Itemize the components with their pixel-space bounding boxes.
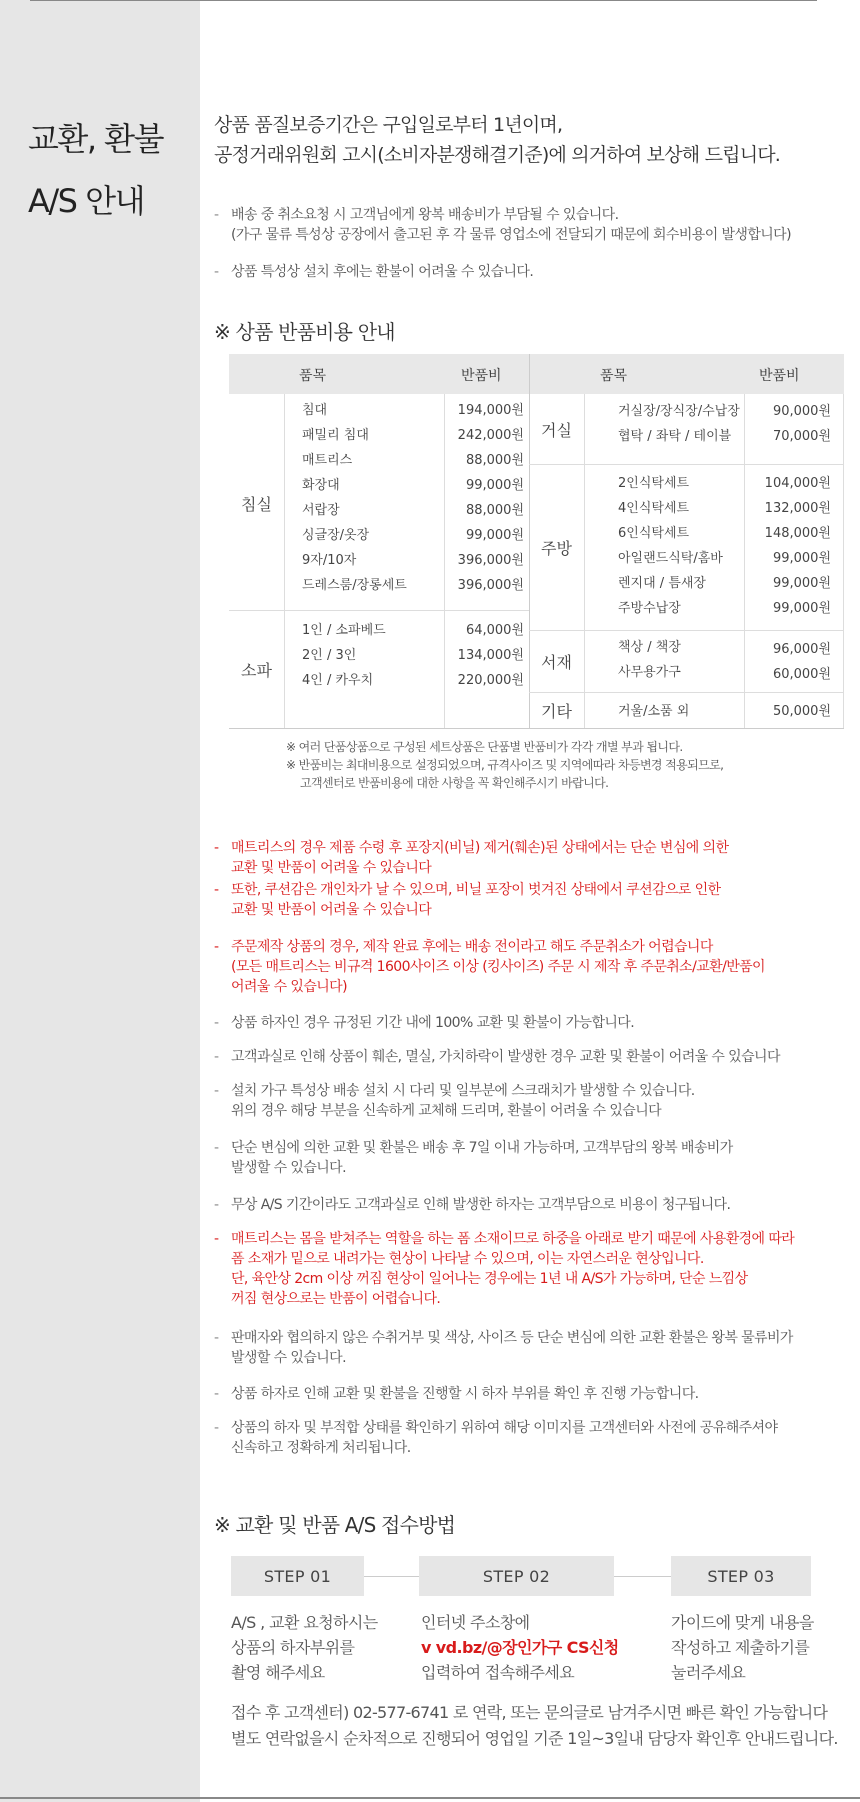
study-prices <box>773 637 831 687</box>
policy-item <box>214 1418 777 1458</box>
item-price: 242,000원 <box>457 428 524 443</box>
policy-text: 발생할 수 있습니다. <box>231 1350 346 1366</box>
policy-item <box>214 1013 634 1033</box>
sofa-items <box>302 618 386 693</box>
item-name: 4인 / 카우치 <box>302 673 374 688</box>
policy-text: 신속하고 정확하게 처리됩니다. <box>231 1440 411 1456</box>
policy-item <box>214 1047 780 1067</box>
item-name: 화장대 <box>302 478 340 493</box>
policy-text: 어려울 수 있습니다) <box>231 979 347 995</box>
table-note <box>286 738 723 792</box>
item-price: 64,000원 <box>465 623 524 638</box>
item-name: 매트리스 <box>302 453 353 468</box>
note-text-cont: (가구 물류 특성상 공장에서 출고된 후 각 물류 영업소에 전달되기 때문에 회수비용이 발생합니다) <box>231 227 791 243</box>
page-title-line1: 교환, 환불 <box>28 120 163 158</box>
note-text: 상품 특성상 설치 후에는 환불이 어려울 수 있습니다. <box>231 264 534 280</box>
category-etc: 기타 <box>529 692 585 729</box>
header-item-right: 품목 <box>600 368 628 384</box>
table-bottom-line <box>229 728 844 729</box>
category-kitchen: 주방 <box>529 464 585 630</box>
cs-request-link[interactable]: v vd.bz/@장인가구 CS신청 <box>421 1638 619 1657</box>
dash-marker: - <box>214 207 219 223</box>
item-name: 사무용가구 <box>618 665 681 680</box>
table-note-line: ※ 여러 단품상품으로 구성된 세트상품은 단품별 반품비가 각각 개별 부과 됩니다. <box>286 740 683 754</box>
policy-item <box>214 1384 698 1404</box>
table-right-edge <box>843 394 844 729</box>
bedroom-prices <box>458 398 524 598</box>
price-divider-left <box>444 394 445 729</box>
header-item-left: 품목 <box>299 368 327 384</box>
item-price: 99,000원 <box>772 576 831 591</box>
category-bedroom: 침실 <box>229 394 285 613</box>
item-name: 서랍장 <box>302 503 340 518</box>
dash-marker: - <box>214 1083 219 1099</box>
contact-line: 접수 후 고객센터) 02-577-6741 로 연락, 또는 문의글로 남겨주시면 빠른 확인 가능합니다 <box>231 1703 828 1722</box>
policy-text: 판매자와 협의하지 않은 수취거부 및 색상, 사이즈 등 단순 변심에 의한 교환 환불은 왕복 물류비가 <box>231 1330 793 1346</box>
item-price: 50,000원 <box>772 704 831 719</box>
living-items <box>618 399 740 449</box>
item-name: 4인식탁세트 <box>618 501 690 516</box>
policy-text: 주문제작 상품의 경우, 제작 완료 후에는 배송 전이라고 해도 주문취소가 어렵습니다 <box>231 939 713 955</box>
dash-marker: - <box>214 1330 219 1346</box>
item-name: 싱글장/옷장 <box>302 528 370 543</box>
intro-note-2 <box>214 262 533 282</box>
intro-note-1 <box>214 205 791 245</box>
policy-text: 고객과실로 인해 상품이 훼손, 멸실, 가치하락이 발생한 경우 교환 및 환불이 어려울 수 있습니다 <box>231 1049 780 1065</box>
policy-text: 단, 육안상 2cm 이상 꺼짐 현상이 일어나는 경우에는 1년 내 A/S가 가능하며, 단순 느낌상 <box>231 1271 748 1287</box>
policy-text: 단순 변심에 의한 교환 및 환불은 배송 후 7일 이내 가능하며, 고객부담의 왕복 배송비가 <box>231 1140 733 1156</box>
as-section-title: ※ 교환 및 반품 A/S 접수방법 <box>214 1513 456 1537</box>
item-name: 렌지대 / 틈새장 <box>618 576 706 591</box>
step-desc-line: 눌러주세요 <box>671 1663 746 1682</box>
dash-marker: - <box>214 1197 219 1213</box>
dash-marker: - <box>214 264 219 280</box>
item-name: 1인 / 소파베드 <box>302 623 386 638</box>
dash-marker: - <box>214 882 219 898</box>
policy-item <box>214 838 728 878</box>
policy-text: (모든 매트리스는 비규격 1600사이즈 이상 (킹사이즈) 주문 시 제작 후 주문취소/교환/반품이 <box>231 959 765 975</box>
policy-text: 무상 A/S 기간이라도 고객과실로 인해 발생한 하자는 고객부담으로 비용이 청구됩니다. <box>231 1197 731 1213</box>
item-price: 99,000원 <box>772 551 831 566</box>
headline-line2: 공정거래위원회 고시(소비자분쟁해결기준)에 의거하여 보상해 드립니다. <box>214 144 781 166</box>
dash-marker: - <box>214 1015 219 1031</box>
policy-item <box>214 1081 695 1121</box>
item-name: 협탁 / 좌탁 / 테이블 <box>618 429 732 444</box>
step-connector <box>614 1576 671 1577</box>
dash-marker: - <box>214 840 219 856</box>
policy-text: 교환 및 반품이 어려울 수 있습니다 <box>231 902 432 918</box>
item-name: 거울/소품 외 <box>618 704 690 719</box>
item-price: 88,000원 <box>465 453 524 468</box>
item-name: 패밀리 침대 <box>302 428 369 443</box>
header-fee-left: 반품비 <box>461 368 502 384</box>
step-desc-line: 가이드에 맞게 내용을 <box>671 1613 814 1632</box>
bedroom-items <box>302 398 407 598</box>
step-03-description <box>671 1610 814 1685</box>
policy-text: 상품 하자로 인해 교환 및 환불을 진행할 시 하자 부위를 확인 후 진행 가능합니다. <box>231 1386 699 1402</box>
kitchen-prices <box>765 471 831 621</box>
item-price: 396,000원 <box>457 578 524 593</box>
table-header <box>229 354 844 394</box>
study-items <box>618 635 681 685</box>
category-sofa: 소파 <box>229 610 285 729</box>
left-sidebar-panel <box>0 0 200 1802</box>
category-study: 서재 <box>529 630 585 692</box>
category-living: 거실 <box>529 394 585 464</box>
item-price: 70,000원 <box>772 429 831 444</box>
step-01-label: STEP 01 <box>231 1556 364 1596</box>
step-connector <box>364 1576 419 1577</box>
policy-text: 또한, 쿠션감은 개인차가 날 수 있으며, 비닐 포장이 벗겨진 상태에서 쿠션감으로 인한 <box>231 882 721 898</box>
step-01-description <box>231 1610 378 1685</box>
policy-item <box>214 1229 794 1309</box>
etc-prices <box>773 699 831 724</box>
policy-text: 꺼짐 현상으로는 반품이 어렵습니다. <box>231 1291 441 1307</box>
dash-marker: - <box>214 1420 219 1436</box>
table-note-line: 고객센터로 반품비용에 대한 사항을 꼭 확인해주시기 바랍니다. <box>300 776 609 790</box>
sofa-prices <box>458 618 524 693</box>
step-desc-line: 작성하고 제출하기를 <box>671 1638 810 1657</box>
item-name: 드레스룸/장롱세트 <box>302 578 407 593</box>
living-prices <box>773 399 831 449</box>
bottom-divider <box>0 1797 860 1799</box>
item-name: 주방수납장 <box>618 601 681 616</box>
item-price: 60,000원 <box>772 667 831 682</box>
step-desc-line: 입력하여 접속해주세요 <box>421 1663 575 1682</box>
item-price: 194,000원 <box>457 403 524 418</box>
dash-marker: - <box>214 1231 219 1247</box>
policy-item <box>214 1195 730 1215</box>
headline-line1: 상품 품질보증기간은 구입일로부터 1년이며, <box>214 114 563 136</box>
item-price: 104,000원 <box>764 476 831 491</box>
dash-marker: - <box>214 1386 219 1402</box>
item-name: 9자/10자 <box>302 553 357 568</box>
item-name: 6인식탁세트 <box>618 526 690 541</box>
contact-line: 별도 연락없을시 순차적으로 진행되어 영업일 기준 1일~3일내 담당자 확인후 안내드립니다. <box>231 1729 838 1748</box>
step-desc-line: A/S , 교환 요청하시는 <box>231 1613 378 1632</box>
policy-item <box>214 880 720 920</box>
policy-text: 설치 가구 특성상 배송 설치 시 다리 및 일부분에 스크래치가 발생할 수 있습니다. <box>231 1083 695 1099</box>
step-03-label: STEP 03 <box>671 1556 811 1596</box>
policy-text: 매트리스의 경우 제품 수령 후 포장지(비닐) 제거(훼손)된 상태에서는 단순 변심에 의한 <box>231 840 729 856</box>
policy-text: 매트리스는 몸을 받쳐주는 역할을 하는 폼 소재이므로 하중을 아래로 받기 때문에 사용환경에 따라 <box>231 1231 795 1247</box>
dash-marker: - <box>214 1049 219 1065</box>
item-name: 책상 / 책장 <box>618 640 681 655</box>
policy-item <box>214 1328 793 1368</box>
item-name: 침대 <box>302 403 328 418</box>
policy-text: 폼 소재가 밑으로 내려가는 현상이 나타날 수 있으며, 이는 자연스러운 현상입니다. <box>231 1251 704 1267</box>
kitchen-items <box>618 471 723 621</box>
item-price: 396,000원 <box>457 553 524 568</box>
policy-item <box>214 1138 733 1178</box>
etc-items <box>618 699 689 724</box>
top-divider <box>30 0 817 1</box>
policy-text: 발생할 수 있습니다. <box>231 1160 346 1176</box>
policy-text: 교환 및 반품이 어려울 수 있습니다 <box>231 860 432 876</box>
item-price: 99,000원 <box>465 478 524 493</box>
note-text: 배송 중 취소요청 시 고객님에게 왕복 배송비가 부담될 수 있습니다. <box>231 207 619 223</box>
item-price: 99,000원 <box>772 601 831 616</box>
policy-text: 상품의 하자 및 부적합 상태를 확인하기 위하여 해당 이미지를 고객센터와 사전에 공유해주셔야 <box>231 1420 778 1436</box>
price-divider-right <box>744 394 745 729</box>
dash-marker: - <box>214 939 219 955</box>
item-name: 거실장/장식장/수납장 <box>618 404 740 419</box>
return-cost-section-title: ※ 상품 반품비용 안내 <box>214 320 395 344</box>
step-desc-line: 인터넷 주소창에 <box>421 1613 530 1632</box>
item-name: 2인식탁세트 <box>618 476 690 491</box>
item-price: 148,000원 <box>764 526 831 541</box>
policy-item <box>214 937 765 997</box>
item-price: 132,000원 <box>764 501 831 516</box>
policy-text: 상품 하자인 경우 규정된 기간 내에 100% 교환 및 환불이 가능합니다. <box>231 1015 635 1031</box>
item-price: 99,000원 <box>465 528 524 543</box>
policy-text: 위의 경우 해당 부분을 신속하게 교체해 드리며, 환불이 어려울 수 있습니다 <box>231 1103 662 1119</box>
return-cost-table <box>229 354 844 729</box>
item-price: 88,000원 <box>465 503 524 518</box>
step-02-label: STEP 02 <box>419 1556 614 1596</box>
step-desc-line: 촬영 해주세요 <box>231 1663 325 1682</box>
step-desc-line: 상품의 하자부위를 <box>231 1638 355 1657</box>
warranty-headline <box>214 110 780 170</box>
table-note-line: ※ 반품비는 최대비용으로 설정되었으며, 규격사이즈 및 지역에따라 차등변경 적용되므로, <box>286 758 724 772</box>
item-price: 90,000원 <box>772 404 831 419</box>
item-price: 134,000원 <box>457 648 524 663</box>
contact-info <box>231 1700 838 1752</box>
item-price: 220,000원 <box>457 673 524 688</box>
page-title-line2: A/S 안내 <box>28 182 144 220</box>
page-title <box>28 108 163 232</box>
header-fee-right: 반품비 <box>759 368 800 384</box>
step-02-description <box>421 1610 619 1685</box>
item-name: 2인 / 3인 <box>302 648 357 663</box>
dash-marker: - <box>214 1140 219 1156</box>
item-name: 아일랜드식탁/홈바 <box>618 551 723 566</box>
item-price: 96,000원 <box>772 642 831 657</box>
